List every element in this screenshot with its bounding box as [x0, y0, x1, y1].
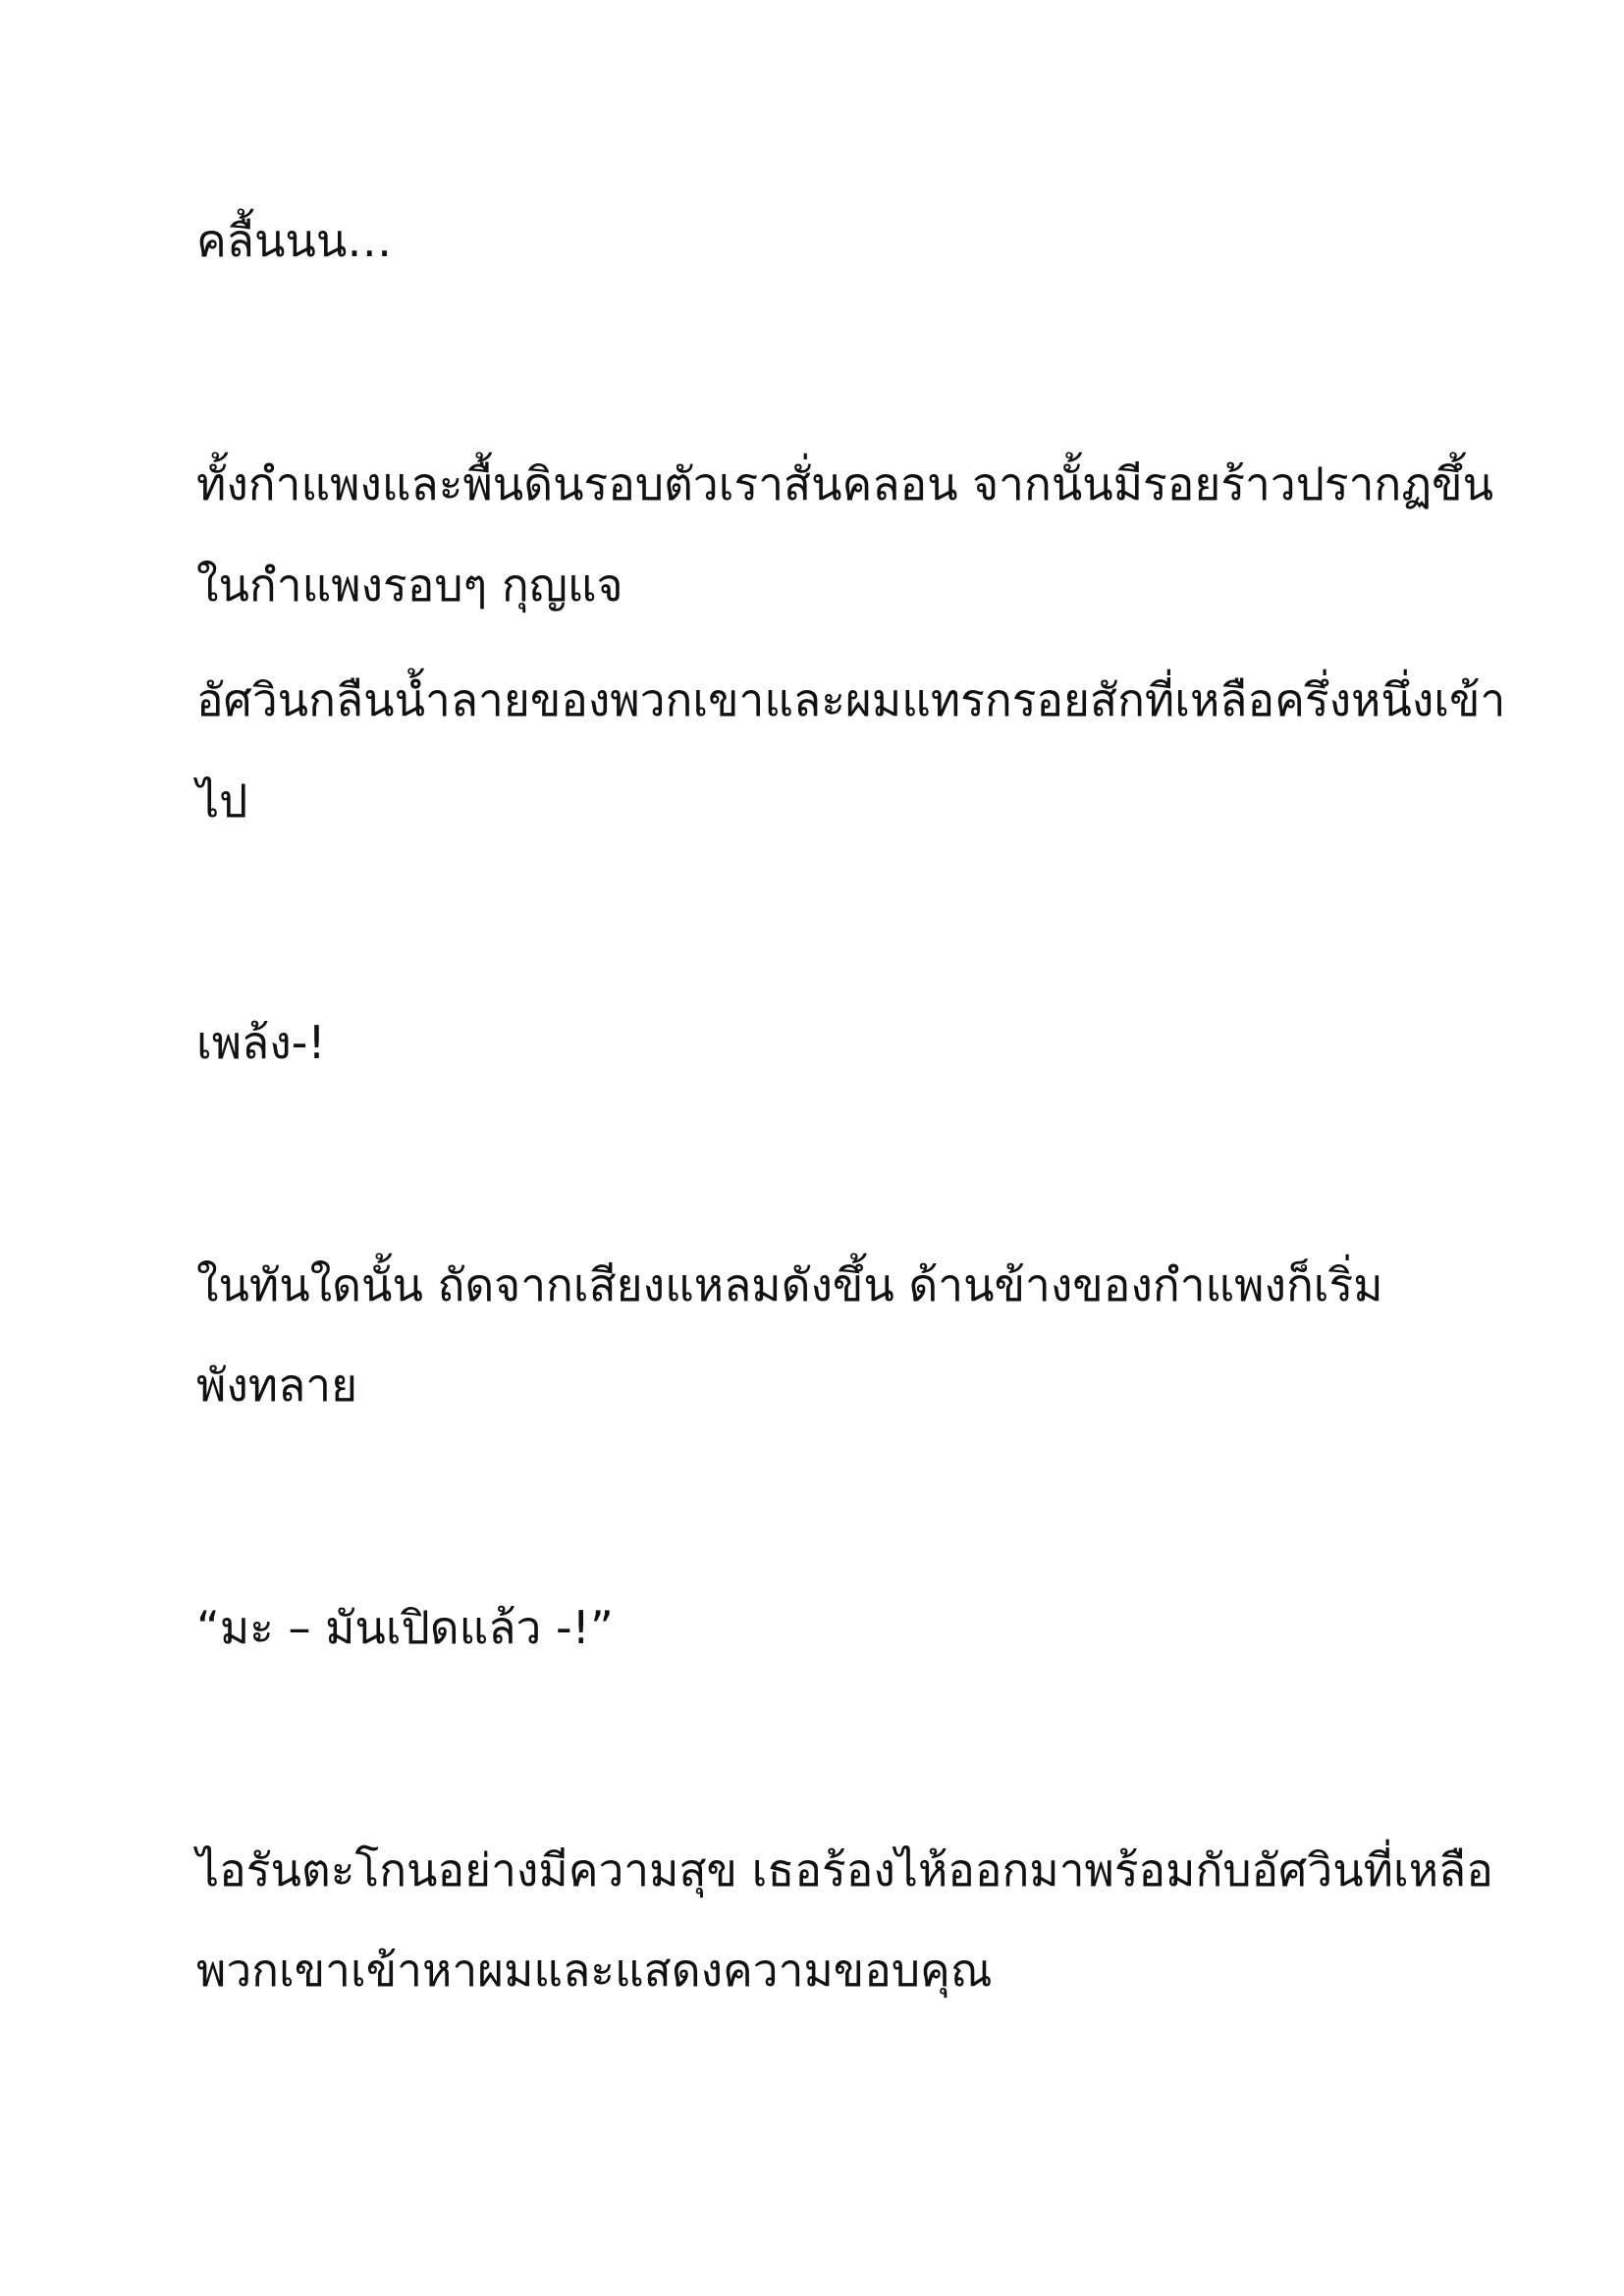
text-line: ไอรันตะโกนอย่างมีความสุข เธอร้องไห้ออกมาพร้อมกับอัศวินที่เหลือ	[196, 1843, 1493, 1896]
text-line: พวกเขาเข้าหาผมและแสดงความขอบคุณ	[196, 1944, 993, 1997]
text-line: เพล้ง-!	[196, 1016, 326, 1069]
text-line: คลื้นนน…	[196, 214, 393, 267]
text-line: พังทลาย	[196, 1359, 358, 1412]
text-line: ในกำแพงรอบๆ กุญแจ	[196, 559, 623, 612]
text-line: “มะ – มันเปิดแล้ว -!”	[196, 1601, 614, 1654]
text-line: ในทันใดนั้น ถัดจากเสียงแหลมดังขึ้น ด้านข้างของกำแพงก็เริ่ม	[196, 1258, 1383, 1311]
text-line: อัศวินกลืนน้ำลายของพวกเขาและผมแทรกรอยสักที่เหลือครึ่งหนึ่งเข้า	[196, 673, 1506, 726]
text-line: ทั้งกำแพงและพื้นดินรอบตัวเราสั่นคลอน จากนั้นมีรอยร้าวปรากฏขึ้น	[196, 457, 1494, 510]
text-line: ไป	[196, 774, 248, 828]
